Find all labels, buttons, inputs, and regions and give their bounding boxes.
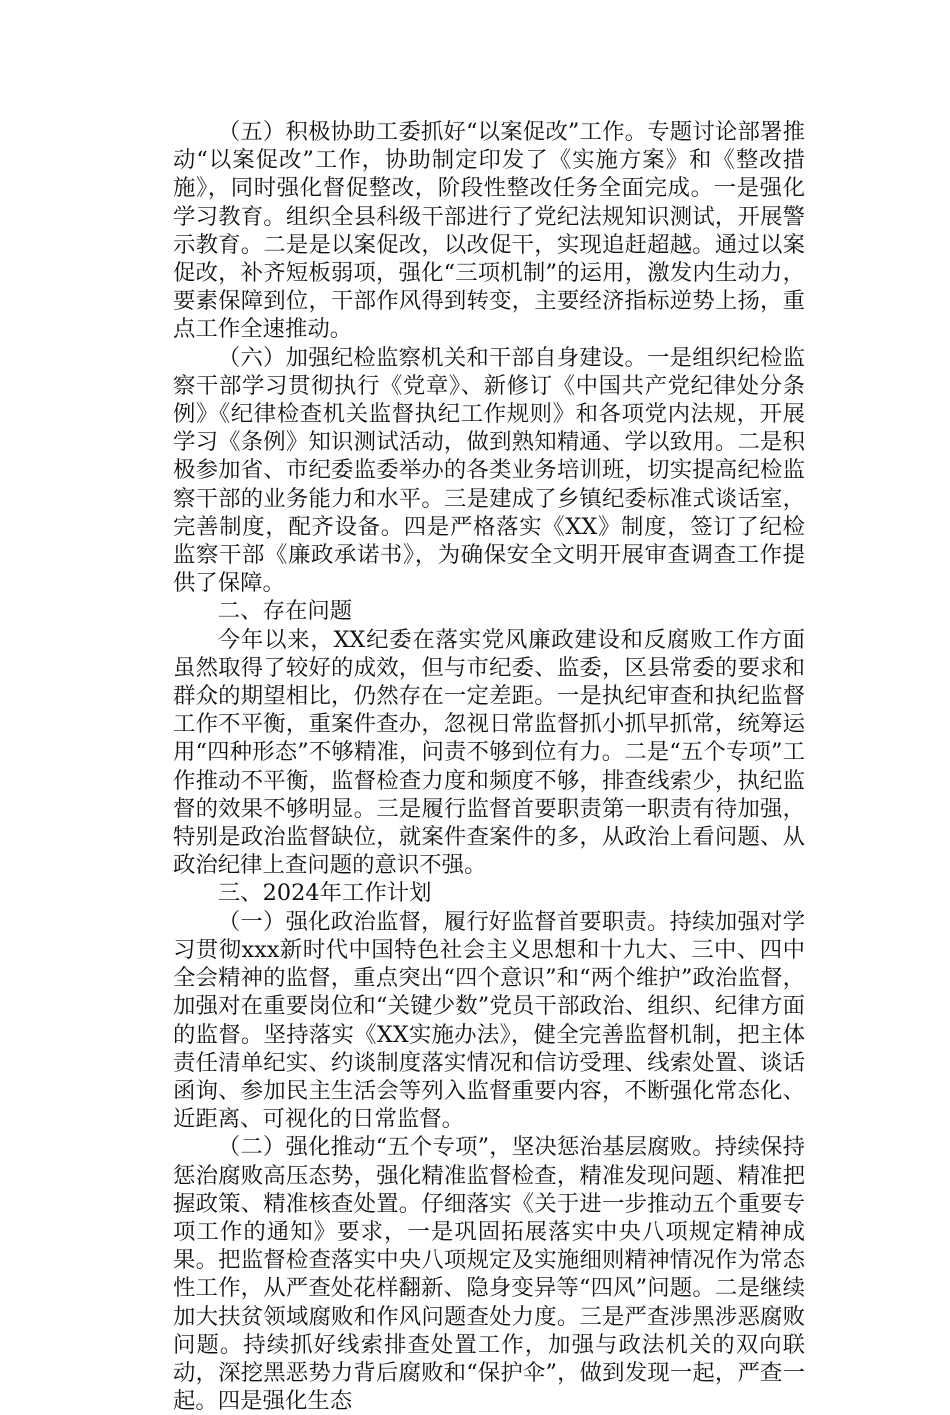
paragraph-plan-2: （二）强化推动“五个专项”，坚决惩治基层腐败。持续保持惩治腐败高压态势，强化精准监督检查，精准发现问题、精准把握政策、精准核查处置。仔细落实《关于进一步推动五个重要专项工作的通知》要求，一是巩固拓展落实中央八项规定精神成果。把监督检查落实中央八项规定及实施细则精神情况作为常态性工作，从严查处花样翻新、隐身变异等“四风”问题。二是继续加大扶贫领域腐败和作风问题查处力度。三是严查涉黑涉恶腐败问题。持续抓好线索排查处置工作，加强与政法机关的双向联动，深挖黑恶势力背后腐败和“保护伞”，做到发现一起，严查一起。四是强化生态 xyxy=(173,1134,805,1415)
heading-existing-problems: 二、存在问题 xyxy=(217,598,353,625)
paragraph-section-5: （五）积极协助工委抓好“以案促改”工作。专题讨论部署推动“以案促改”工作，协助制定印发了《实施方案》和《整改措施》，同时强化督促整改，阶段性整改任务全面完成。一是强化学习教育。组织全县科级干部进行了党纪法规知识测试，开展警示教育。二是是以案促改，以改促干，实现追赶超越。通过以案促改，补齐短板弱项，强化“三项机制”的运用，激发内生动力，要素保障到位，干部作风得到转变，主要经济指标逆势上扬，重点工作全速推动。 xyxy=(173,119,805,343)
paragraph-plan-1: （一）强化政治监督，履行好监督首要职责。持续加强对学习贯彻xxx新时代中国特色社会主义思想和十九大、三中、四中全会精神的监督，重点突出“四个意识”和“两个维护”政治监督，加强对在重要岗位和“关键少数”党员干部政治、组织、纪律方面的监督。坚持落实《XX实施办法》，健全完善监督机制，把主体责任清单纪实、约谈制度落实情况和信访受理、线索处置、谈话函询、参加民主生活会等列入监督重要内容，不断强化常态化、近距离、可视化的日常监督。 xyxy=(173,908,805,1133)
heading-work-plan: 三、2024年工作计划 xyxy=(217,880,432,907)
paragraph-problems: 今年以来，XX纪委在落实党风廉政建设和反腐败工作方面虽然取得了较好的成效，但与市纪委、监委，区县常委的要求和群众的期望相比，仍然存在一定差距。一是执纪审查和执纪监督工作不平衡，重案件查办，忽视日常监督抓小抓早抓常，统筹运用“四种形态”不够精准，问责不够到位有力。二是“五个专项”工作推动不平衡，监督检查力度和频度不够，排查线索少，执纪监督的效果不够明显。三是履行监督首要职责第一职责有待加强，特别是政治监督缺位，就案件查案件的多，从政治上看问题、从政治纪律上查问题的意识不强。 xyxy=(173,626,805,879)
paragraph-section-6: （六）加强纪检监察机关和干部自身建设。一是组织纪检监察干部学习贯彻执行《党章》、新修订《中国共产党纪律处分条例》《纪律检查机关监督执纪工作规则》和各项党内法规，开展学习《条例》知识测试活动，做到熟知精通、学以致用。二是积极参加省、市纪委监委举办的各类业务培训班，切实提高纪检监察干部的业务能力和水平。三是建成了乡镇纪委标准式谈话室，完善制度，配齐设备。四是严格落实《XX》制度，签订了纪检监察干部《廉政承诺书》，为确保安全文明开展审查调查工作提供了保障。 xyxy=(173,344,805,597)
document-page xyxy=(173,118,805,1415)
